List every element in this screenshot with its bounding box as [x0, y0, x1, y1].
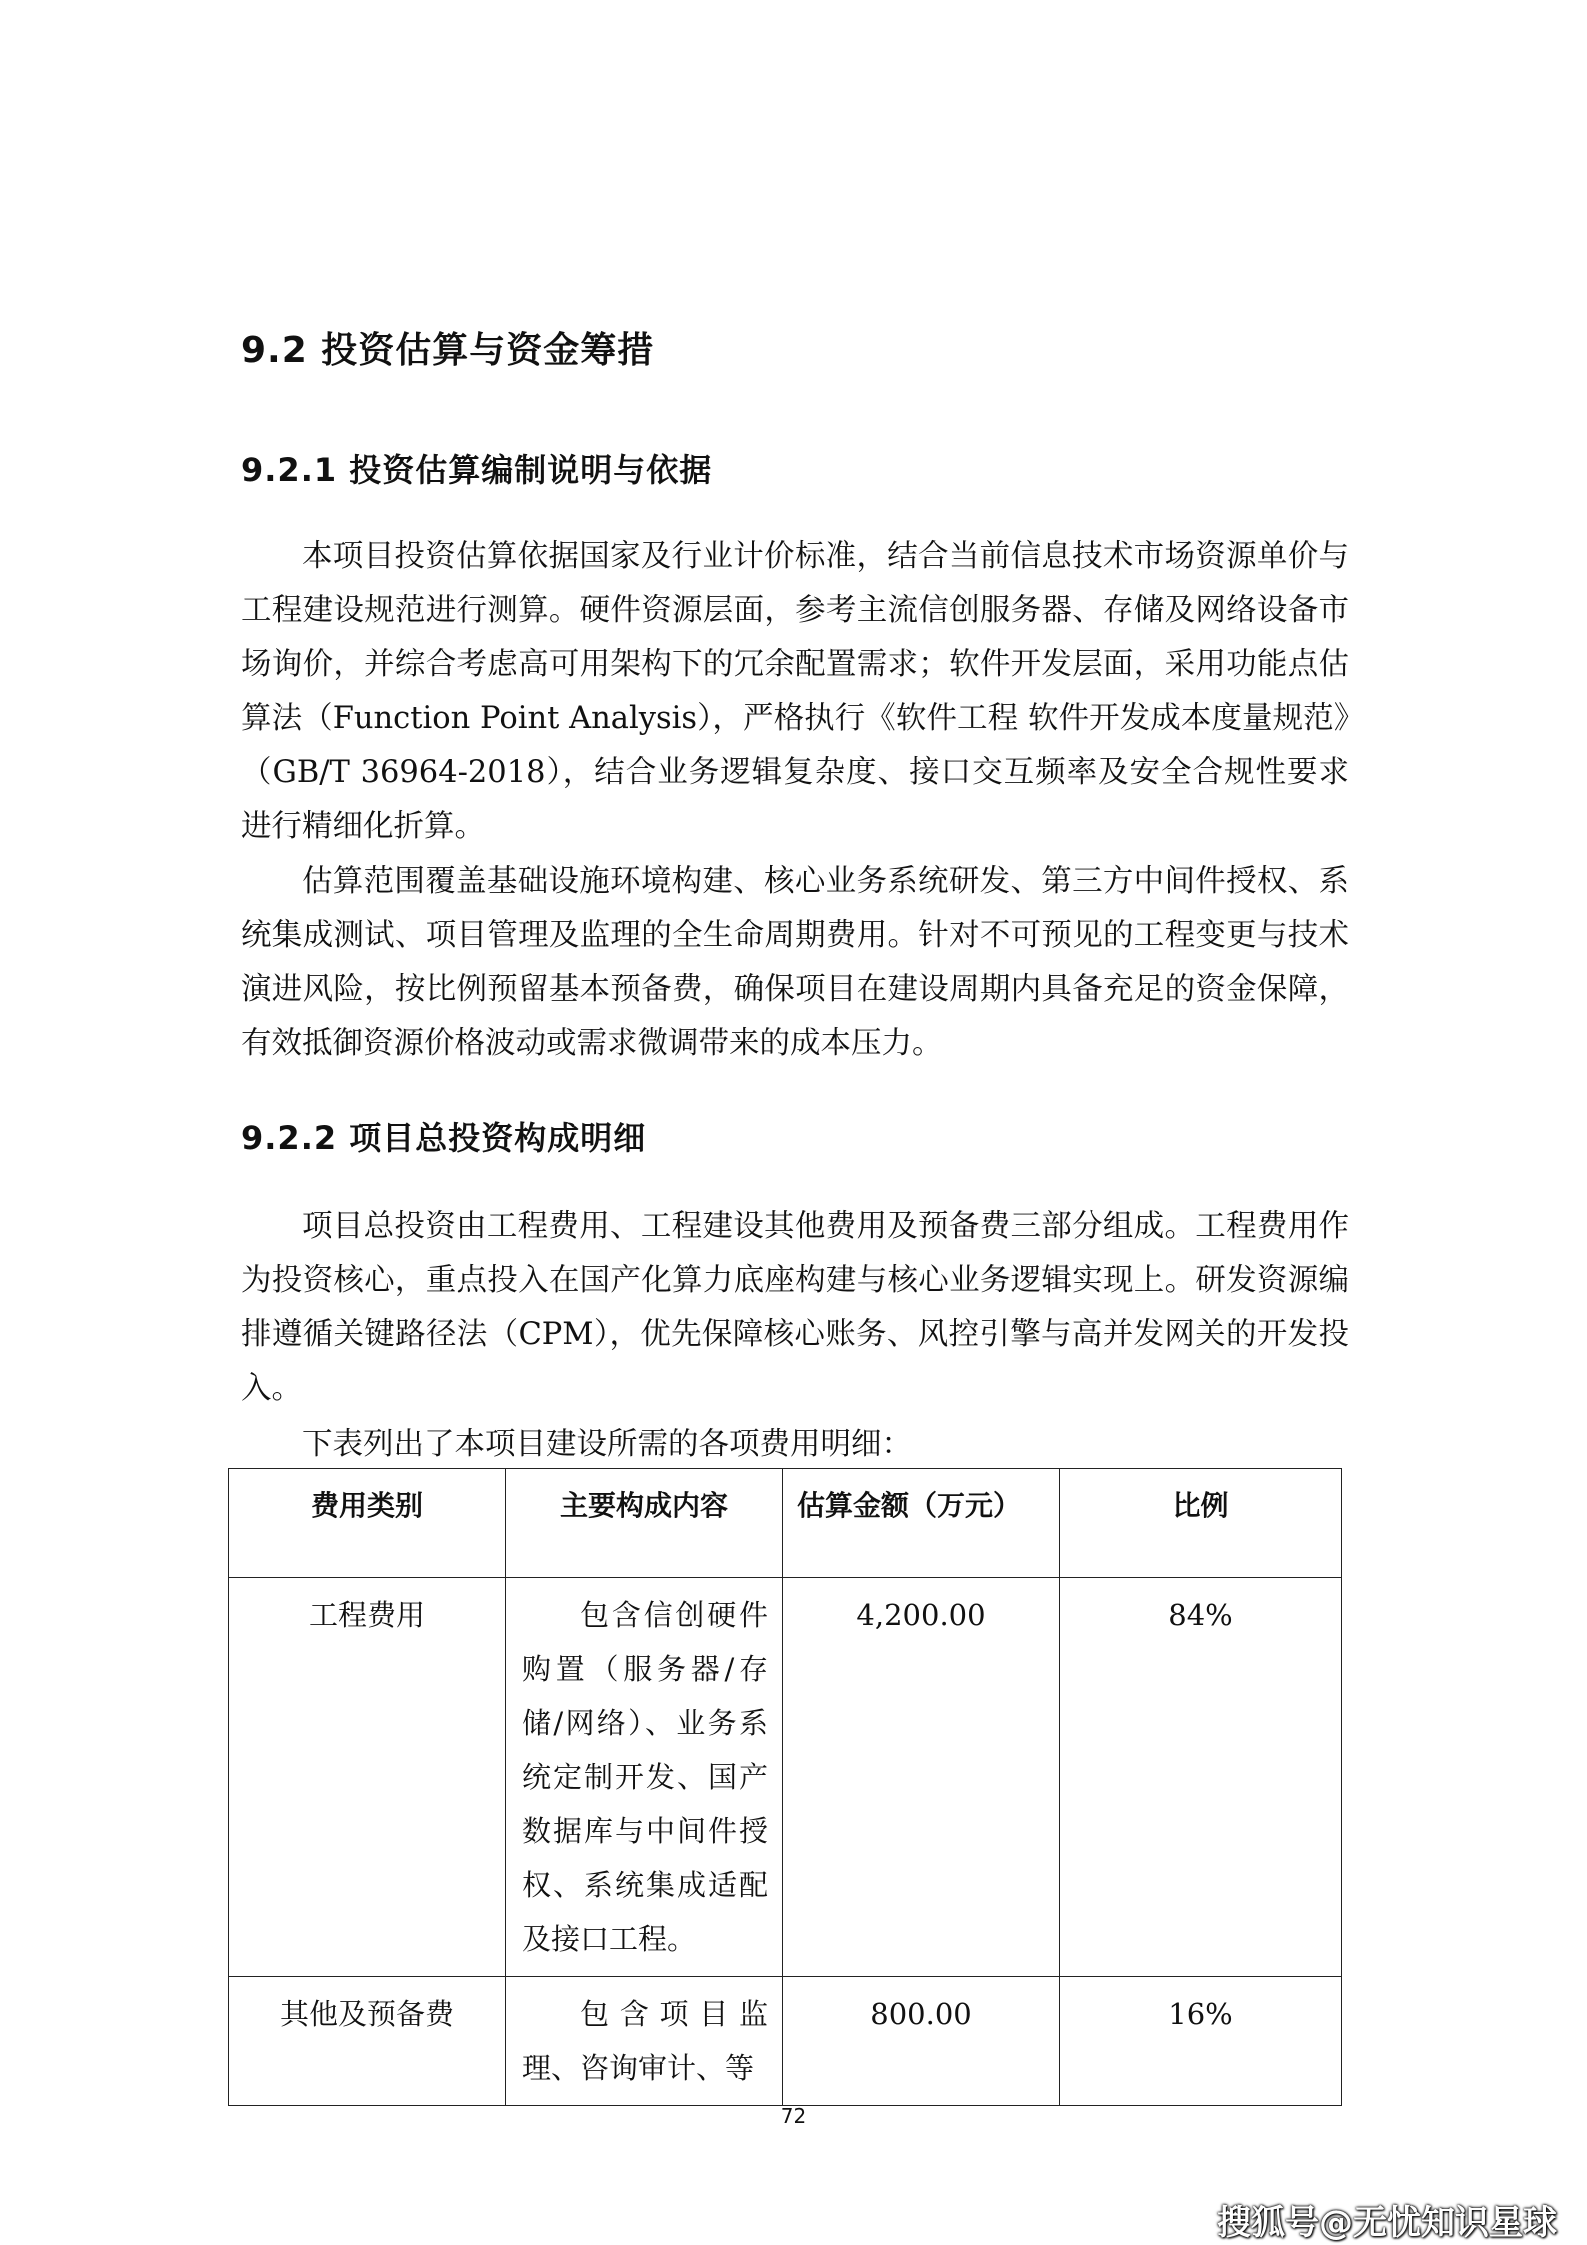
cell-ratio: 16% [1060, 1977, 1342, 2106]
cell-content: 包含信创硬件购置（服务器/存储/网络）、业务系统定制开发、国产数据库与中间件授权、系统集成适配及接口工程。 [506, 1578, 783, 1977]
cell-content-text: 包含项目监理、咨询审计、等 [522, 1997, 768, 2085]
paragraph-investment-composition: 项目总投资由工程费用、工程建设其他费用及预备费三部分组成。工程费用作为投资核心，重点投入在国产化算力底座构建与核心业务逻辑实现上。研发资源编排遵循关键路径法（CPM），优先保障核心账务、风控引擎与高并发网关的开发投入。 [241, 1209, 1349, 1406]
cell-category: 工程费用 [229, 1578, 506, 1977]
subsection-title-9-2-2: 9.2.2 项目总投资构成明细 [241, 1119, 647, 1157]
page-number: 72 [780, 2104, 807, 2128]
cell-amount: 4,200.00 [783, 1578, 1060, 1977]
header-content: 主要构成内容 [506, 1469, 783, 1578]
header-category: 费用类别 [229, 1469, 506, 1578]
header-ratio: 比例 [1060, 1469, 1342, 1578]
cost-breakdown-table [228, 1468, 1342, 2106]
cell-content [506, 1977, 783, 2106]
paragraph-estimation-scope: 估算范围覆盖基础设施环境构建、核心业务系统研发、第三方中间件授权、系统集成测试、项目管理及监理的全生命周期费用。针对不可预见的工程变更与技术演进风险，按比例预留基本预备费，确保项目在建设周期内具备充足的资金保障，有效抵御资源价格波动或需求微调带来的成本压力。 [241, 864, 1349, 1061]
watermark: 搜狐号@无忧知识星球 [1217, 2203, 1557, 2243]
paragraph-estimation-basis: 本项目投资估算依据国家及行业计价标准，结合当前信息技术市场资源单价与工程建设规范进行测算。硬件资源层面，参考主流信创服务器、存储及网络设备市场询价，并综合考虑高可用架构下的冗余配置需求；软件开发层面，采用功能点估算法（Function Point Analysis），严格执行《软件工程 软件开发成本度量规范》（GB/T 36964-2018），结合业务逻辑复杂度、接口交互频率及安全合规性要求进行精细化折算。 [241, 539, 1349, 844]
cell-category: 其他及预备费 [229, 1977, 506, 2106]
table-header-row [229, 1469, 1342, 1578]
section-title: 9.2 投资估算与资金筹措 [241, 330, 655, 371]
subsection-title-9-2-1: 9.2.1 投资估算编制说明与依据 [241, 451, 713, 489]
paragraph-table-intro: 下表列出了本项目建设所需的各项费用明细： [302, 1427, 912, 1462]
table-row [229, 1578, 1342, 1977]
cell-amount: 800.00 [783, 1977, 1060, 2106]
cell-ratio: 84% [1060, 1578, 1342, 1977]
header-amount: 估算金额（万元） [783, 1469, 1060, 1578]
table-row [229, 1977, 1342, 2106]
